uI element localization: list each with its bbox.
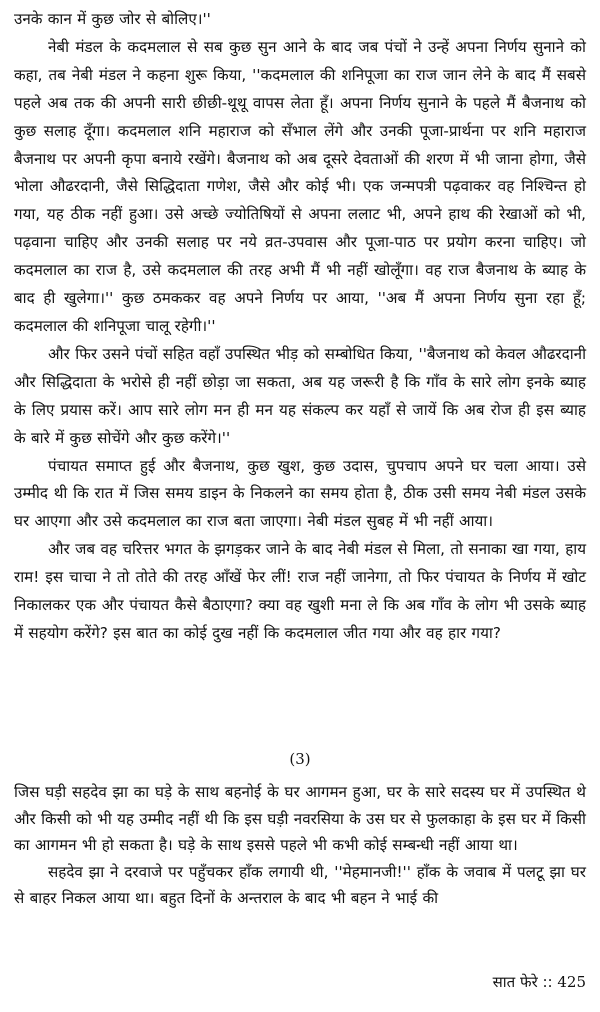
page-footer [493,972,586,992]
paragraph-disappointment: और जब वह चरित्तर भगत के झगड़कर जाने के बाद नेबी मंडल से मिला, तो सनाका खा गया, हाय राम! इस चाचा ने तो तोते की तरह आँखें फेर लीं! राज नहीं जानेगा, तो फिर पंचायत के निर्णय में खोट निकालकर एक और पंचायत कैसे बैठाएगा? क्या वह खुशी मना ले कि अब गाँव के लोग भी उसके ब्याह में सहयोग करेंगे? इस बात का कोई दुख नहीं कि कदमलाल जीत गया और वह हार गया? [14,540,586,642]
paragraph-arrival: जिस घड़ी सहदेव झा का घड़े के साथ बहनोई के घर आगमन हुआ, घर के सारे सदस्य घर में उपस्थित थे और किसी को भी यह उम्मीद नहीं थी कि इस घड़ी नवरसिया के उस घर से फुलकाहा के इस घर में किसी का आगमन भी हो सकता है। घड़े के साथ इससे पहले भी कभी कोई सम्बन्धी नहीं आया था। [14,783,586,855]
section-body [14,779,586,912]
paragraph-address-crowd: और फिर उसने पंचों सहित वहाँ उपस्थित भीड़ को सम्बोधित किया, ''बैजनाथ को केवल औढरदानी और सिद्धिदाता के भरोसे ही नहीं छोड़ा जा सकता, अब यह जरूरी है कि गाँव के सारे लोग इनके ब्याह के लिए प्रयास करें। आप सारे लोग मन ही मन यह संकल्प कर यहाँ से जायें कि अब रोज ही इस ब्याह के बारे में कुछ सोचेंगे और कुछ करेंगे।'' [14,344,586,447]
footer-page-number: 425 [557,973,586,991]
paragraph-continuation: उनके कान में कुछ जोर से बोलिए।'' [14,10,211,28]
paragraph-verdict: नेबी मंडल के कदमलाल से सब कुछ सुन आने के बाद जब पंचों ने उन्हें अपना निर्णय सुनाने को कहा, तब नेबी मंडल ने कहना शुरू किया, ''कदमलाल की शनिपूजा का राज जान लेने के बाद मैं सबसे पहले अब तक की अपनी सारी छीछी-थूथू वापस लेता हूँ। अपना निर्णय सुनाने के पहले मैं बैजनाथ को कुछ सलाह दूँगा। कदमलाल शनि महाराज को सँभाल लेंगे और उनकी पूजा-प्रार्थना पर शनि महाराज बैजनाथ पर अपनी कृपा बनाये रखेंगे। बैजनाथ को अब दूसरे देवताओं की शरण में भी जाना होगा, जैसे भोला औढरदानी, जैसे सिद्धिदाता गणेश, जैसे और कोई भी। एक जन्मपत्री पढ़वाकर वह निश्चिन्त हो गया, यह ठीक नहीं हुआ। उसे अच्छे ज्योतिषियों से अपना ललाट भी, अपने हाथ की रेखाओं को भी, पढ़वाना चाहिए और उनकी सलाह पर नये व्रत-उपवास और पूजा-पाठ पर प्रयोग करना चाहिए। जो कदमलाल का राज है, उसे कदमलाल की तरह अभी मैं भी नहीं खोलूँगा। वह राज बैजनाथ के ब्याह के बाद ही खुलेगा।'' कुछ ठमककर वह अपने निर्णय पर आया, ''अब मैं अपना निर्णय सुना रहा हूँ; कदमलाल की शनिपूजा चालू रहेगी।'' [14,37,586,335]
paragraph-panchayat-end: पंचायत समाप्त हुई और बैजनाथ, कुछ खुश, कुछ उदास, चुपचाप अपने घर चला आया। उसे उम्मीद थी कि रात में जिस समय डाइन के निकलने का समय होता है, ठीक उसी समय नेबी मंडल उसके घर आएगा और उसे कदमलाल का राज बता जाएगा। नेबी मंडल सुबह में भी नहीं आया। [14,456,586,531]
paragraph-call-out: सहदेव झा ने दरवाजे पर पहुँचकर हाँक लगायी थी, ''मेहमानजी!'' हाँक के जवाब में पलटू झा घर से बाहर निकल आया था। बहुत दिनों के अन्तराल के बाद भी बहन ने भाई की [14,862,586,908]
footer-book-title: सात फेरे :: [492,973,553,991]
section-number: (3) [289,750,311,768]
